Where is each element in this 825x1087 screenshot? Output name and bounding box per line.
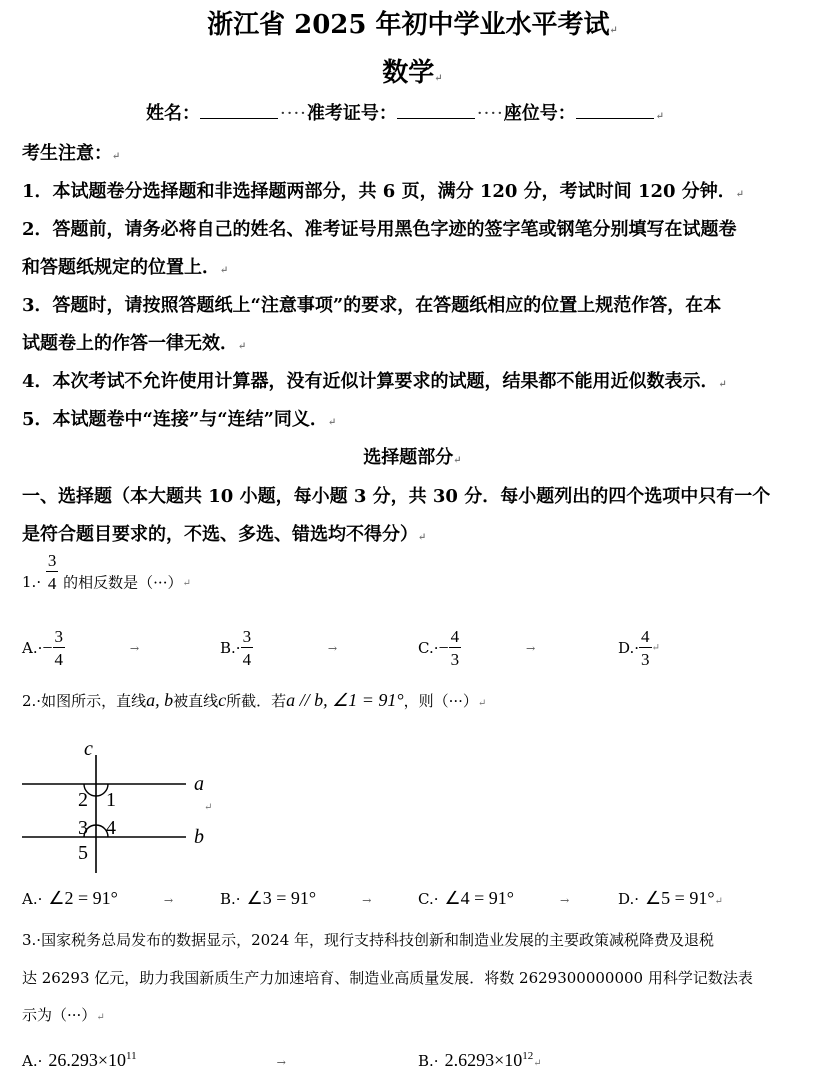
question-3-line-2: 达 26293 亿元，助力我国新质生产力加速培育、制造业高质量发展．将数 2629300000000 用科学记数法表	[22, 969, 753, 987]
notice-item-5: 5．本试题卷中“连接”与“连结”同义．↵	[22, 409, 337, 430]
notice-item-2-cont: 和答题纸规定的位置上．↵	[22, 257, 229, 278]
q3-option-b[interactable]: $B.\cdot 2.6293\times 10^{12}↵$	[418, 1050, 542, 1070]
section-intro-line-2: 是符合题目要求的，不选、多选、错选均不得分）↵	[22, 524, 427, 545]
notice-item-2: 2．答题前，请务必将自己的姓名、准考证号用黑色字迹的签字笔或钢笔分别填写在试题卷	[22, 219, 737, 240]
question-1: 1.· $\frac{3}{4}$ 的相反数是（···）↵	[22, 551, 191, 593]
seat-field[interactable]	[576, 102, 654, 119]
notice-heading: 考生注意：↵	[22, 143, 121, 164]
section-title: 选择题部分↵	[363, 447, 462, 468]
label-c: c	[84, 738, 93, 760]
q1-fraction: $\frac{3}{4}$	[47, 551, 57, 593]
angle-label-1: 1	[106, 789, 116, 811]
name-field[interactable]	[200, 102, 278, 119]
question-2: 2.·如图所示，直线a, b被直线c所截．若a // b, ∠1 = 91°，则（···）↵	[22, 690, 487, 710]
question-3-line-3: 示为（···）↵	[22, 1006, 105, 1024]
q1-option-c[interactable]: C.·− $\frac{4}{3}$ →	[418, 627, 536, 669]
notice-item-3-cont: 试题卷上的作答一律无效．↵	[22, 333, 247, 354]
q1-option-d[interactable]: D.· $\frac{4}{3}$ ↵	[618, 627, 660, 669]
q2-figure	[18, 735, 218, 875]
notice-item-4: 4．本次考试不允许使用计算器，没有近似计算要求的试题，结果都不能用近似数表示．↵	[22, 371, 727, 392]
notice-item-3: 3．答题时，请按照答题纸上“注意事项”的要求，在答题纸相应的位置上规范作答，在本	[22, 295, 722, 316]
label-b: b	[194, 826, 204, 848]
id-field[interactable]	[397, 102, 475, 119]
q2-option-b[interactable]: B.· ∠3 = 91° →	[220, 888, 372, 908]
angle-label-5: 5	[78, 842, 88, 864]
q3-option-a[interactable]: $A.\cdot 26.293\times 10^{11}$ →	[22, 1050, 286, 1070]
candidate-info-line: 姓名： ····准考证号： ····座位号： ↵	[146, 103, 665, 124]
section-intro-line-1: 一、选择题（本大题共 10 小题，每小题 3 分，共 30 分．每小题列出的四个选项中只有一个	[22, 486, 771, 507]
q1-option-a[interactable]: A.·− $\frac{3}{4}$ →	[22, 627, 140, 669]
q2-option-c[interactable]: C.· ∠4 = 91° →	[418, 888, 570, 908]
name-label: 姓名：	[146, 103, 200, 124]
q2-option-d[interactable]: D.· ∠5 = 91°↵	[618, 888, 723, 908]
angle-label-3: 3	[78, 817, 88, 839]
exam-title: 浙江省 2025 年初中学业水平考试↵	[207, 10, 618, 40]
notice-item-1: 1．本试题卷分选择题和非选择题两部分，共 6 页，满分 120 分，考试时间 120 分钟．↵	[22, 181, 745, 202]
label-a: a	[194, 773, 204, 795]
q1-option-b[interactable]: B.· $\frac{3}{4}$ →	[220, 627, 338, 669]
svg-text:↵: ↵	[204, 802, 213, 813]
id-label: 准考证号：	[306, 103, 397, 124]
seat-label: 座位号：	[503, 103, 576, 124]
subject-title: 数学↵	[382, 58, 443, 88]
question-3-line-1: 3.·国家税务总局发布的数据显示，2024 年，现行支持科技创新和制造业发展的主要政策减税降费及退税	[22, 931, 715, 949]
q2-option-a[interactable]: A.· ∠2 = 91° →	[22, 888, 174, 908]
angle-label-4: 4	[106, 817, 116, 839]
angle-label-2: 2	[78, 789, 88, 811]
